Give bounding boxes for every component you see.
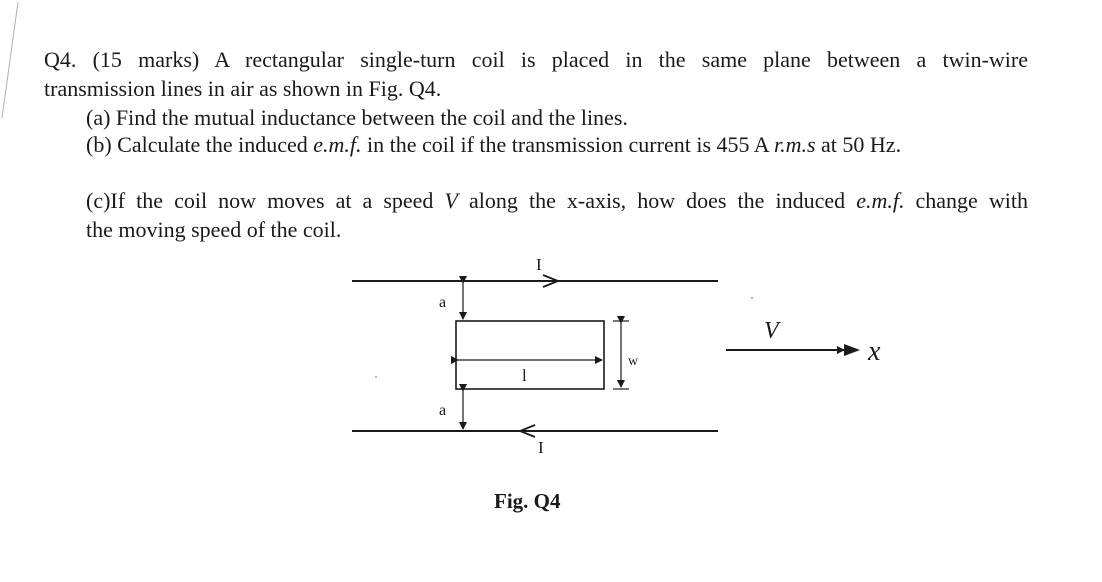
part-c-line-2: the moving speed of the coil. (86, 217, 342, 242)
coil-length-label: l (522, 366, 527, 385)
gap-top-label: a (439, 294, 447, 311)
part-b-rms: r.m.s (773, 132, 816, 157)
part-a: (a) Find the mutual inductance between the coil and the lines. (86, 105, 628, 130)
part-b-emf: e.m.f. (313, 132, 362, 157)
coil-width-label: w (628, 354, 639, 369)
velocity-arrowhead (844, 344, 860, 356)
velocity-label: V (764, 318, 779, 344)
part-c-text-3: change with (904, 188, 1028, 213)
part-c-emf: e.m.f. (856, 188, 905, 213)
x-axis-label: x (868, 336, 881, 367)
coil-rectangle (456, 321, 604, 389)
top-current-label: I (536, 255, 542, 274)
part-b-text-3: at 50 Hz. (815, 132, 902, 157)
gap-bottom-label: a (439, 402, 447, 419)
part-c-text-2: along the x-axis, how does the induced (457, 188, 857, 213)
figure-q4 (330, 250, 930, 540)
part-c (86, 188, 1028, 214)
question-line-1: Q4. (15 marks) A rectangular single-turn coil is placed in the same plane between a twin-wire (44, 47, 1028, 72)
question-line-2: transmission lines in air as shown in Fig. Q4. (44, 76, 442, 101)
scan-speck (375, 376, 377, 378)
figure-caption: Fig. Q4 (494, 489, 561, 513)
part-b-text-1: (b) Calculate the induced (86, 132, 314, 157)
bottom-current-label: I (538, 438, 544, 457)
scan-edge-mark (0, 0, 30, 120)
part-c-text-1: (c)If the coil now moves at a speed (86, 188, 445, 213)
question-heading (44, 47, 1028, 73)
part-c-speed-symbol: V (444, 188, 458, 213)
scan-speck (751, 297, 753, 299)
part-b-text-2: in the coil if the transmission current is 455 A (361, 132, 774, 157)
part-b (86, 132, 901, 158)
